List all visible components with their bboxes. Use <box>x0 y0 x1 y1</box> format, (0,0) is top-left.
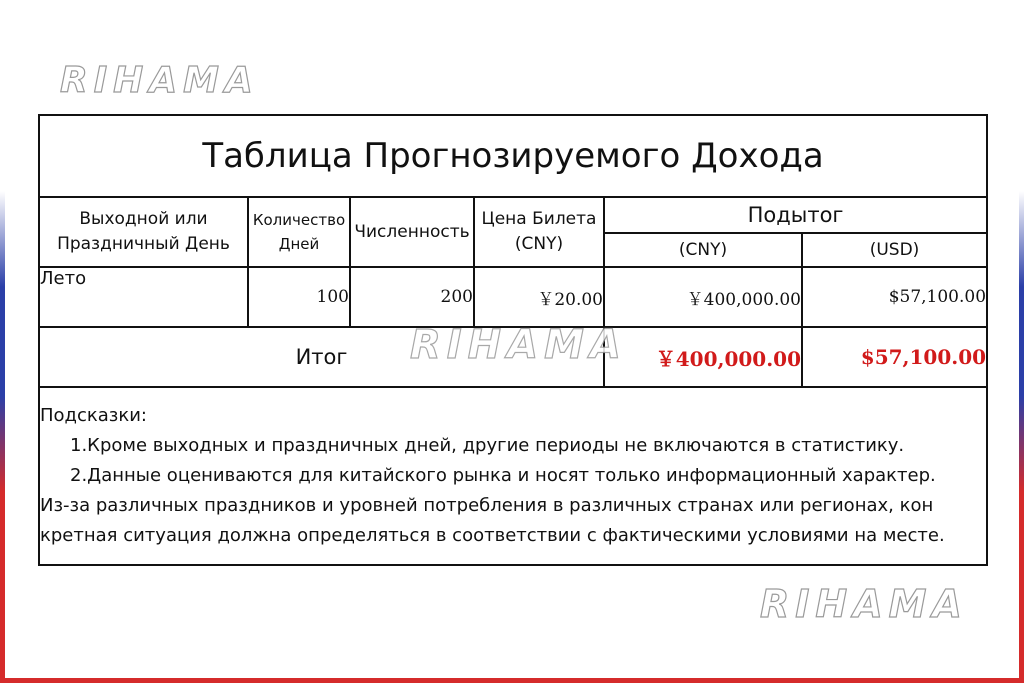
cell-subtotal-usd: $57,100.00 <box>802 267 987 327</box>
note-line-2: 2.Данные оцениваются для китайского рынка и носят только информационный характер. <box>70 465 936 486</box>
table-title: Таблица Прогнозируемого Дохода <box>39 115 987 197</box>
header-subtotal-usd: (USD) <box>802 233 987 267</box>
note-line-1: 1.Кроме выходных и праздничных дней, другие периоды не включаются в статистику. <box>70 435 905 456</box>
header-days-count <box>248 197 350 267</box>
header-ticket-price-line1: Цена Билета <box>481 209 597 229</box>
notes-heading: Подсказки: <box>40 405 147 426</box>
header-subtotal-cny: (CNY) <box>604 233 802 267</box>
total-label: Итог <box>39 327 604 387</box>
flag-stripe-bottom <box>0 678 1024 683</box>
cell-days-count: 100 <box>248 267 350 327</box>
header-days-count-line2: Дней <box>278 235 320 253</box>
flag-stripe-right <box>1019 0 1024 683</box>
total-usd: $57,100.00 <box>802 327 987 387</box>
flag-stripe-left <box>0 0 5 683</box>
cell-population: 200 <box>350 267 474 327</box>
header-ticket-price <box>474 197 604 267</box>
header-day-type <box>39 197 248 267</box>
note-line-3: Из-за различных праздников и уровней потребления в различных странах или регионах, кон <box>40 495 934 516</box>
cell-ticket-price: ￥20.00 <box>474 267 604 327</box>
note-line-4: кретная ситуация должна определяться в соответствии с фактическими условиями на месте. <box>40 525 945 546</box>
notes-row <box>39 387 987 565</box>
header-ticket-price-line2: (CNY) <box>514 234 564 254</box>
header-population: Численность <box>350 197 474 267</box>
header-days-count-line1: Количество <box>252 211 346 229</box>
header-day-type-line1: Выходной или <box>79 209 208 229</box>
total-cny: ￥400,000.00 <box>604 327 802 387</box>
table-row <box>39 267 987 327</box>
header-subtotal: Подытог <box>604 197 987 233</box>
watermark-logo: RIHAMA <box>60 60 259 101</box>
header-day-type-line2: Праздничный День <box>57 234 230 254</box>
cell-day-type: Лето <box>39 267 248 327</box>
watermark-logo: RIHAMA <box>410 322 627 368</box>
watermark-logo: RIHAMA <box>760 582 968 626</box>
notes-block <box>39 387 987 565</box>
cell-subtotal-cny: ￥400,000.00 <box>604 267 802 327</box>
